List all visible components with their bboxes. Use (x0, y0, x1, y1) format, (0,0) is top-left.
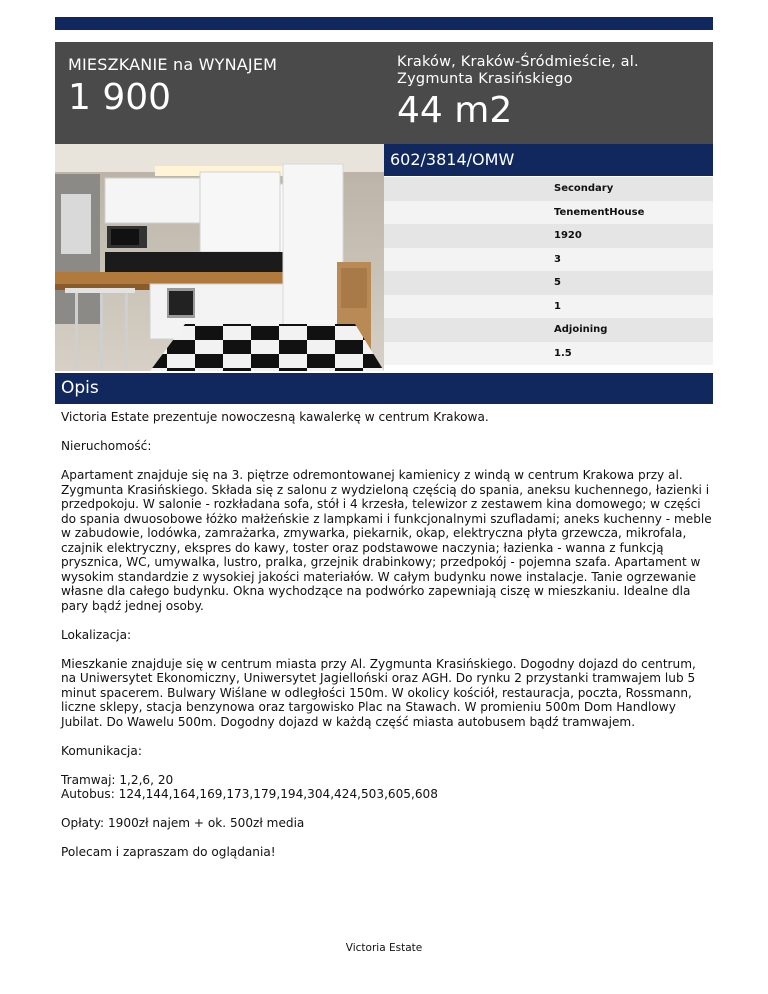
param-floor: 3 (384, 248, 713, 272)
property-text: Apartament znajduje się na 3. piętrze odremontowanej kamienicy z windą w centrum Krakowa przy al. Zygmunta Krasińskiego. Składa się z salonu z wydzieloną częścią do spania, aneksu kuchennego, łazienki i przedpokoju. W salonie - rozkładana sofa, stół i 4 krzesła, telewizor z zestawem kina domowego; w części do spania dwuosobowe łóżko małżeńskie z lampkami i funkcjonalnymi szufladami; aneks kuchenny - meble w zabudowie, lodówka, zamrażarka, zmywarka, piekarnik, okap, elektryczna płyta grzewcza, mikrofala, czajnik elektryczny, ekspres do kawy, toster oraz podstawowe naczynia; łazienka - wanna z funkcją prysznica, WC, umywalka, lustro, pralka, grzejnik drabinkowy; przedpokój - pojemna szafa. Apartament w wysokim standardzie z wysokiej jakości materiałów. W całym budynku nowe instalacje. Tanie ogrzewanie własne dla całego budynku. Okna wychodzące na podwórko zapewniają ciszę w mieszkaniu. Idealne dla pary bądź jednej osoby. (61, 468, 712, 613)
description-heading: Opis (55, 373, 713, 404)
param-rooms: 1 (384, 295, 713, 319)
location-heading: Lokalizacja: (61, 627, 132, 642)
listing-header (55, 42, 713, 144)
tram-lines: Tramwaj: 1,2,6, 20 (61, 772, 174, 787)
area: 44 m2 (397, 90, 513, 131)
transport-heading: Komunikacja: (61, 743, 142, 758)
description-body (61, 410, 713, 874)
param-build-year: 1920 (384, 224, 713, 248)
param-kitchen: Adjoining (384, 318, 713, 342)
offer-type: MIESZKANIE na WYNAJEM (68, 55, 278, 74)
location: Kraków, Kraków-Śródmieście, al. Zygmunta Krasińskiego (397, 54, 639, 87)
location-text: Mieszkanie znajduje się w centrum miasta przy Al. Zygmunta Krasińskiego. Dogodny dojazd do centrum, na Uniwersytet Ekonomiczny, Uniwersytet Jagielloński oraz AGH. Do rynku 2 przystanki tramwajem lub 5 minut spacerem. Bulwary Wiślane w odległości 150m. W okolicy kościół, restauracja, poczta, Rossmann, liczne sklepy, stacja benzynowa oraz targowisko Plac na Stawach. W promieniu 500m Dom Handlowy Jubilat. Do Wawelu 500m. Dogodny dojazd w każdą część miasta autobusem bądź tramwajem. (61, 656, 696, 729)
bus-lines: Autobus: 124,144,164,169,173,179,194,304,424,503,605,608 (61, 787, 438, 801)
header-left (68, 55, 388, 116)
closing-text: Polecam i zapraszam do oglądania! (61, 845, 276, 859)
fees-text: Opłaty: 1900zł najem + ok. 500zł media (61, 816, 305, 830)
property-heading: Nieruchomość: (61, 439, 152, 453)
param-value: 1.5 (384, 342, 713, 366)
listing-id: 602/3814/OMW (384, 144, 713, 176)
apartment-photo (55, 144, 384, 371)
param-market: Secondary (384, 177, 713, 201)
price: 1 900 (68, 77, 172, 118)
transport-text (61, 773, 713, 802)
param-floors-total: 5 (384, 271, 713, 295)
top-accent-bar (55, 17, 713, 30)
header-right (397, 54, 697, 129)
footer-company: Victoria Estate (345, 942, 423, 954)
description-intro: Victoria Estate prezentuje nowoczesną kawalerkę w centrum Krakowa. (61, 410, 489, 424)
param-building-type: TenementHouse (384, 201, 713, 225)
listing-params (384, 177, 713, 365)
